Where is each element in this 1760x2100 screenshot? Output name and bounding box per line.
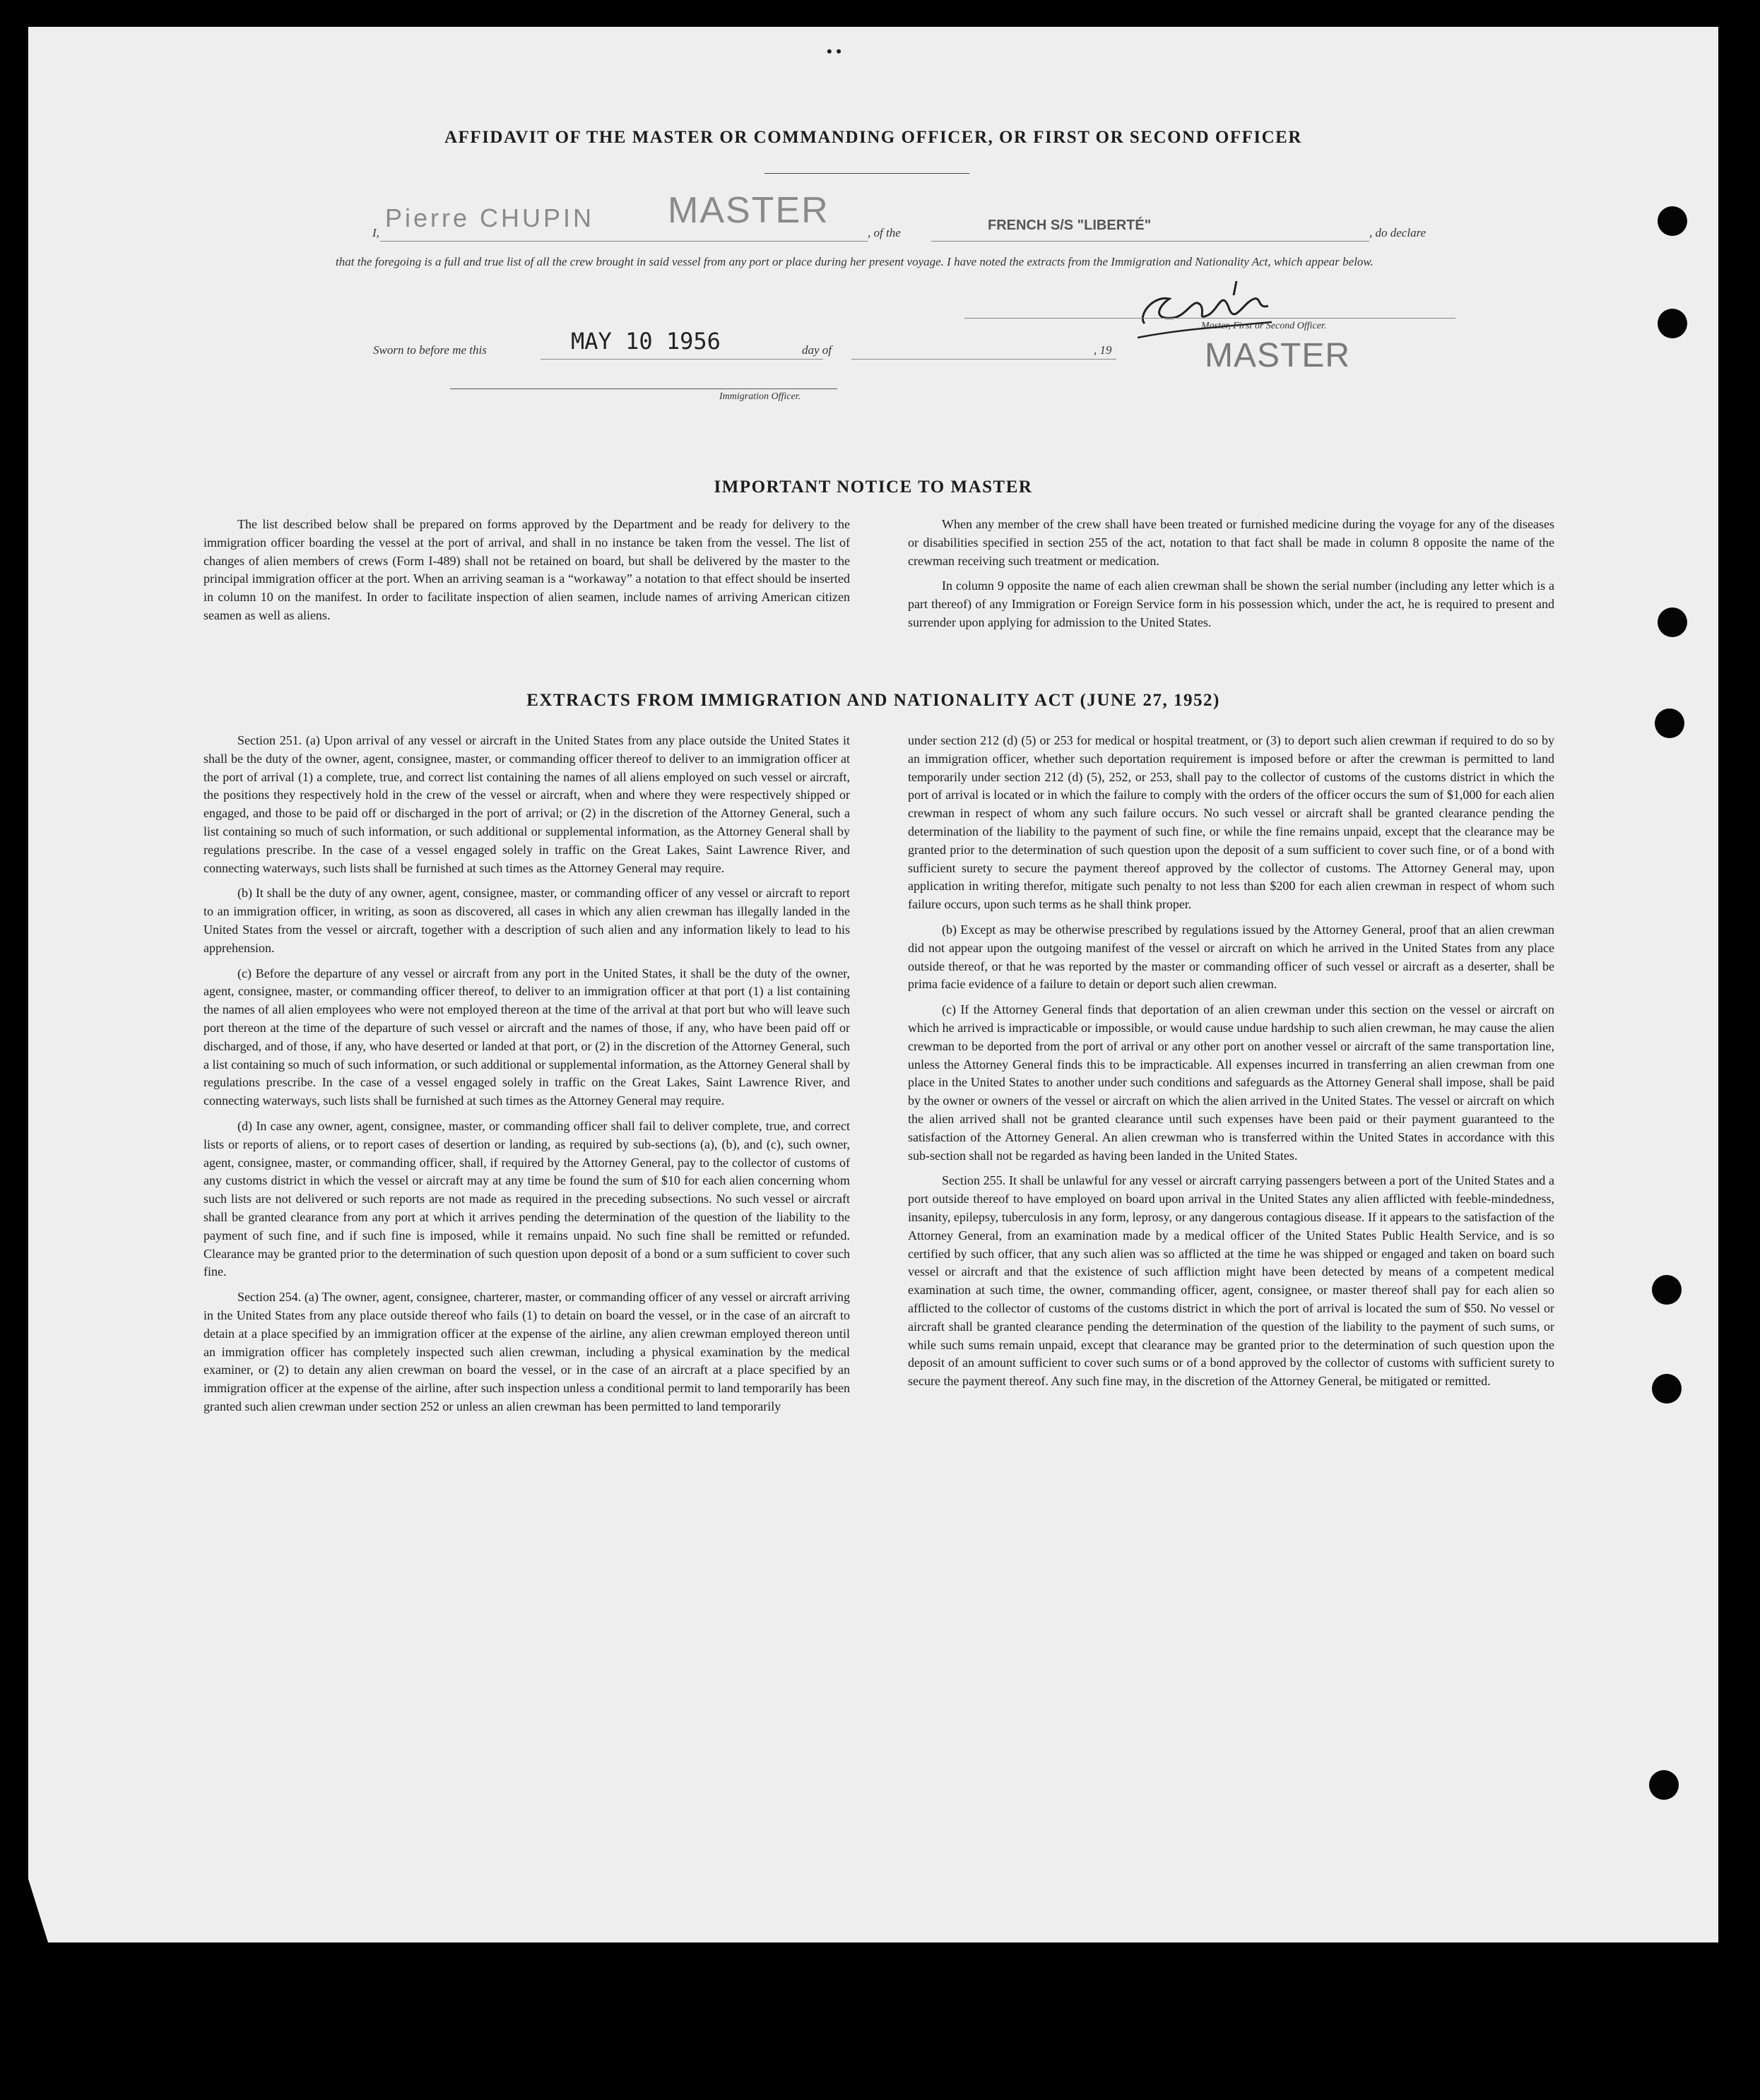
punch-hole (1658, 206, 1687, 236)
notice-title: IMPORTANT NOTICE TO MASTER (714, 477, 1033, 497)
master-rank: MASTER (668, 190, 829, 231)
i-label: I, (372, 226, 379, 239)
affidavit-title: AFFIDAVIT OF THE MASTER OR COMMANDING OFFICER, OR FIRST OR SECOND OFFICER (444, 128, 1302, 147)
section-paragraph: (b) It shall be the duty of any owner, agent, consignee, master, or commanding officer of any vessel or aircraft to report to an immigration officer, in writing, as soon as discovered, all cases in which any alien crewman has illegally landed in the United States from the vessel or aircraft, together with a description of such alien and any information likely to lead to his apprehension. (203, 886, 850, 955)
year-prefix: , 19 (1094, 343, 1112, 357)
punch-hole (1652, 1374, 1682, 1404)
section-paragraph: (b) Except as may be otherwise prescribed by regulations issued by the Attorney General, proof that an alien crewman did not appear upon the outgoing manifest of the vessel or aircraft on which he arrived in the United States from any place outside thereof, or that he was reported by the master or commanding officer of such vessel or aircraft as a deserter, shall be prima facie evidence of a failure to detain or deport such alien crewman. (908, 922, 1554, 992)
section-paragraph: Section 251. (a) Upon arrival of any vessel or aircraft in the United States from any place outside the United States it shall be the duty of the owner, agent, consignee, master, or commanding officer thereof to deliver to an immigration officer at the port of arrival (1) a complete, true, and correct list containing the names of all aliens employed on such vessel or aircraft, the positions they respectively hold in the crew of the vessel or aircraft, when and where they were respectively shipped or engaged, and those to be paid off or discharged in the port of arrival; or (2) in the discretion of the Attorney General, such a list containing so much of such information, or such additional or supplemental information, as the Attorney General shall by regulations prescribe. In the case of a vessel engaged solely in traffic on the Great Lakes, Saint Lawrence River, and connecting waterways, such lists shall be furnished at such times as the Attorney General may require. (203, 733, 850, 875)
master-signature (1130, 267, 1293, 345)
section-paragraph: Section 254. (a) The owner, agent, consignee, charterer, master, or commanding officer of any vessel or aircraft arriving in the United States from any place outside thereof who fails (1) to detain on board the vessel, or in the case of an aircraft to detain at a place specified by an immigration officer at the expense of the airline, any alien crewman employed thereon until an immigration officer has completely inspected such alien crewman, including a physical examination by the medical examiner, or (2) to detain any alien crewman on board the vessel, or in the case of an aircraft at a place specified by an immigration officer at the expense of the airline, after such inspection unless a conditional permit to land temporarily has been granted such alien crewman under section 252 or unless an alien crewman has been permitted to land temporarily (203, 1290, 850, 1413)
of-the-label: , of the (868, 226, 901, 239)
stamp-master: MASTER (1205, 337, 1351, 374)
extracts-left-column (203, 732, 850, 1423)
section-paragraph: (d) In case any owner, agent, consignee, master, or commanding officer shall fail to deliver complete, true, and correct lists or reports of aliens, or to report cases of desertion or landing, as required by sub-sections (a), (b), and (c), such owner, agent, consignee, master, or commanding officer, shall, if required by the Attorney General, pay to the collector of customs of any customs district in which the vessel or aircraft may at any time be found the sum of $10 for each alien concerning whom such lists are not delivered or such reports are not made as required in the preceding subsections. No such vessel or aircraft shall be granted clearance from any port at which it arrives pending the determination of the question of the liability to the payment of such fine, and if such fine is imposed, while it remains unpaid. No such fine shall be remitted or refunded. Clearance may be granted prior to the determination of such question upon deposit of a bond or a sum sufficient to cover such fine. (203, 1118, 850, 1279)
notice-left-column (203, 516, 850, 632)
vessel-name: FRENCH S/S "LIBERTÉ" (988, 218, 1152, 233)
master-name: Pierre CHUPIN (385, 203, 595, 232)
title-rule (764, 173, 969, 174)
punch-hole (1649, 1770, 1679, 1800)
signature-line (964, 318, 1455, 319)
section-paragraph: (c) Before the departure of any vessel or aircraft from any port in the United States, it shall be the duty of the owner, agent, consignee, master, or commanding officer thereof, to deliver to an immigration officer at that port (1) a list containing the names of all alien employees who were not employed thereon at the time of the arrival at that port but who will leave such port thereon at the time of the departure of such vessel or aircraft and the names of those, if any, who have been paid off or discharged, and of those, if any, who have deserted or landed at that port, or (2) in the discretion of the Attorney General, such a list containing so much of such information, or such additional or supplemental information, as the Attorney General shall by regulations prescribe. In the case of a vessel engaged solely in traffic on the Great Lakes, Saint Lawrence River, and connecting waterways, such lists shall be furnished at such times as the Attorney General may require. (203, 966, 850, 1108)
officer-caption: Immigration Officer. (719, 391, 801, 402)
do-declare-label: , do declare (1369, 226, 1427, 239)
page-corner-fold (28, 1879, 48, 1942)
section-paragraph: (c) If the Attorney General finds that deportation of an alien crewman under this section on the vessel or aircraft on which he arrived is impracticable or impossible, or would cause undue hardship to such alien crewman, he may cause the alien crewman to be deported from the port of arrival or any other port on another vessel or aircraft of the same transportation line, unless the Attorney General finds this to be impracticable. All expenses incurred in transferring an alien crewman from one place in the United States to another under such conditions and safeguards as the Attorney General shall impose, shall be paid by the owner or owners of the vessel or aircraft on which the alien arrived in the United States. The vessel or aircraft on which the alien arrived shall not be granted clearance until such expenses have been paid or their payment guaranteed to the satisfaction of the Attorney General. An alien crewman who is transferred within the United States in accordance with this sub-section shall not be regarded as having been landed in the United States. (908, 1002, 1554, 1163)
notice-right-paragraph-1: When any member of the crew shall have been treated or furnished medicine during the voyage for any of the diseases or disabilities specified in section 255 of the act, notation to that fact shall be made in column 8 opposite the name of the crewman receiving such treatment or medication. (908, 517, 1554, 568)
notice-left-paragraph: The list described below shall be prepared on forms approved by the Department and be ready for delivery to the immigration officer boarding the vessel at the port of arrival, and shall in no instance be taken from the vessel. The list of changes of alien members of crews (Form I-489) shall not be retained on board, but shall be delivered by the master to the principal immigration officer at the port. When an arriving seaman is a “workaway” a notation to that effect should be inserted in column 10 on the manifest. In order to facilitate inspection of alien seamen, include names of arriving American citizen seamen as well as aliens. (203, 517, 850, 622)
notice-right-column (908, 516, 1554, 639)
sworn-label: Sworn to before me this (373, 343, 487, 357)
signature-caption: Master, First or Second Officer. (1201, 321, 1327, 331)
sworn-date: MAY 10 1956 (571, 328, 721, 355)
extracts-title: EXTRACTS FROM IMMIGRATION AND NATIONALITY ACT (JUNE 27, 1952) (526, 691, 1220, 710)
document-page (28, 27, 1718, 1942)
punch-hole (1652, 1275, 1682, 1305)
punch-hole (1658, 309, 1687, 338)
vessel-line (931, 241, 1369, 242)
extracts-right-column (908, 732, 1554, 1398)
punch-hole (1658, 607, 1687, 637)
day-of-label: day of (802, 343, 832, 357)
officer-line (450, 388, 837, 389)
sworn-date-line (541, 359, 823, 360)
top-marks: • • (827, 42, 841, 60)
name-line (380, 241, 868, 242)
section-paragraph: under section 212 (d) (5) or 253 for medical or hospital treatment, or (3) to deport such alien crewman if required to do so by an immigration officer, whether such deportation requirement is imposed before or after the crewman is permitted to land temporarily under section 212 (d) (5), 252, or 253, shall pay to the collector of customs of the customs district in which the port of arrival is located or in which the failure to comply with the orders of the officer occurs the sum of $1,000 for each alien crewman in respect of whom any such failure occurs. No such vessel or aircraft shall be granted clearance pending the determination of the liability to the payment of such fine, or while the fine remains unpaid, except that the clearance may be granted prior to the determination of such question upon the deposit of a sum sufficient to cover such fine, or of a bond with sufficient surety to secure the payment thereof approved by the collector of customs. The Attorney General may, upon application in writing therefor, mitigate such penalty to not less than $200 for each alien crewman in respect of whom such failure occurs, upon such terms as he shall think proper. (908, 733, 1554, 912)
punch-hole (1655, 708, 1684, 738)
declaration-text: that the foregoing is a full and true list of all the crew brought in said vessel from any port or place during her present voyage. I have noted the extracts from the Immigration and Nationality Act, which appear below. (336, 255, 1374, 268)
notice-right-paragraph-2: In column 9 opposite the name of each alien crewman shall be shown the serial number (including any letter which is a part thereof) of any Immigration or Foreign Service form in his possession which, under the act, he is required to present and surrender upon applying for admission to the United States. (908, 579, 1554, 629)
day-of-line (851, 359, 1116, 360)
section-paragraph: Section 255. It shall be unlawful for any vessel or aircraft carrying passengers between a port of the United States and a port outside thereof to have employed on board upon arrival in the United States any alien afflicted with feeble-mindedness, insanity, epilepsy, tuberculosis in any form, leprosy, or any dangerous contagious disease. If it appears to the satisfaction of the Attorney General, from an examination made by a medical officer of the United States Public Health Service, and is so certified by such officer, that any such alien was so afflicted at the time he was shipped or engaged and taken on board such vessel or aircraft and that the existence of such affliction might have been detected by means of a competent medical examination at such time, the owner, commanding officer, agent, consignee, or master thereof shall pay for each alien so afflicted to the collector of customs of the customs district in which the port of arrival is located the sum of $50. No vessel or aircraft shall be granted clearance pending the determination of the question of the liability to the payment of such sums, or while such sums remain unpaid, except that clearance may be granted prior to the determination of such question upon the deposit of an amount sufficient to cover such sums or of a bond approved by the collector of customs with sufficient surety to secure the payment thereof. Any such fine may, in the discretion of the Attorney General, be mitigated or remitted. (908, 1173, 1554, 1389)
